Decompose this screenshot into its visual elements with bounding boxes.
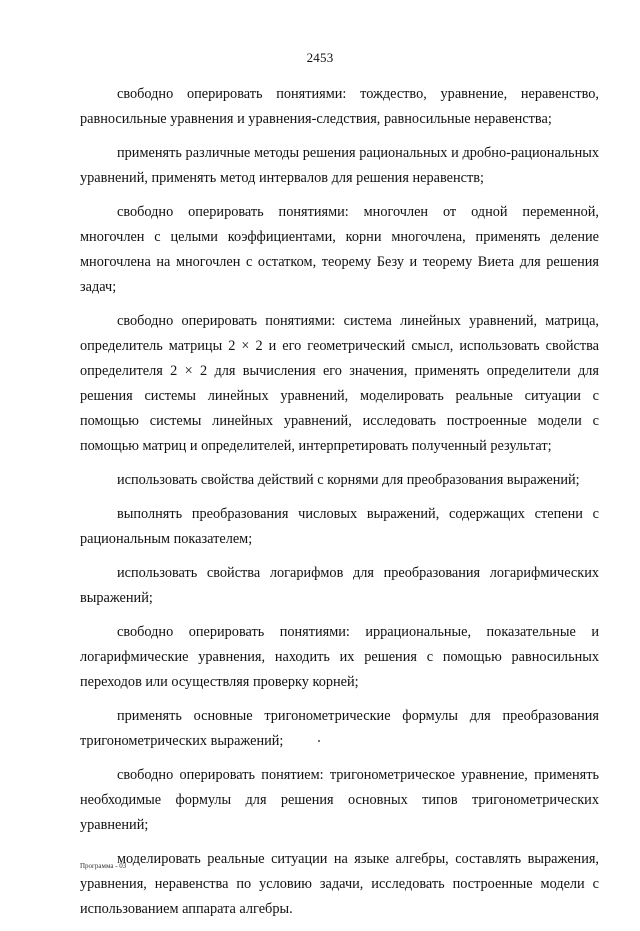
paragraph: выполнять преобразования числовых выражений, содержащих степени с рациональным показателем; xyxy=(80,506,599,547)
page-footer: Программа - 03 xyxy=(80,862,127,870)
paragraph: свободно оперировать понятиями: тождество, уравнение, неравенство, равносильные уравнения и уравнения-следствия, равносильные неравенства; xyxy=(80,86,599,127)
paragraph: применять основные тригонометрические формулы для преобразования тригонометрических выражений; xyxy=(80,708,599,749)
paragraph: свободно оперировать понятиями: система линейных уравнений, матрица, определитель матрицы 2 × 2 и его геометрический смысл, использовать свойства определителя 2 × 2 для вычисления его значения, применять определители для решения системы линейных уравнений, моделировать реальные ситуации с помощью системы линейных уравнений, исследовать построенные модели с помощью матриц и определителей, интерпретировать полученный результат; xyxy=(80,313,599,454)
paragraph: моделировать реальные ситуации на языке алгебры, составлять выражения, уравнения, неравенства по условию задачи, исследовать построенные модели с использованием аппарата алгебры. xyxy=(80,851,599,917)
scan-speck xyxy=(318,740,320,742)
page-number: 2453 xyxy=(306,50,334,65)
document-body xyxy=(80,82,599,931)
paragraph: свободно оперировать понятиями: иррациональные, показательные и логарифмические уравнения, находить их решения с помощью равносильных переходов или осуществляя проверку корней; xyxy=(80,624,599,690)
paragraph: свободно оперировать понятием: тригонометрическое уравнение, применять необходимые формулы для решения основных типов тригонометрических уравнений; xyxy=(80,767,599,833)
paragraph: свободно оперировать понятиями: многочлен от одной переменной, многочлен с целыми коэффициентами, корни многочлена, применять деление многочлена на многочлен с остатком, теорему Безу и теорему Виета для решения задач; xyxy=(80,204,599,295)
paragraph: применять различные методы решения рациональных и дробно-рациональных уравнений, применять метод интервалов для решения неравенств; xyxy=(80,145,599,186)
paragraph: использовать свойства действий с корнями для преобразования выражений; xyxy=(117,472,580,488)
paragraph: использовать свойства логарифмов для преобразования логарифмических выражений; xyxy=(80,565,599,606)
